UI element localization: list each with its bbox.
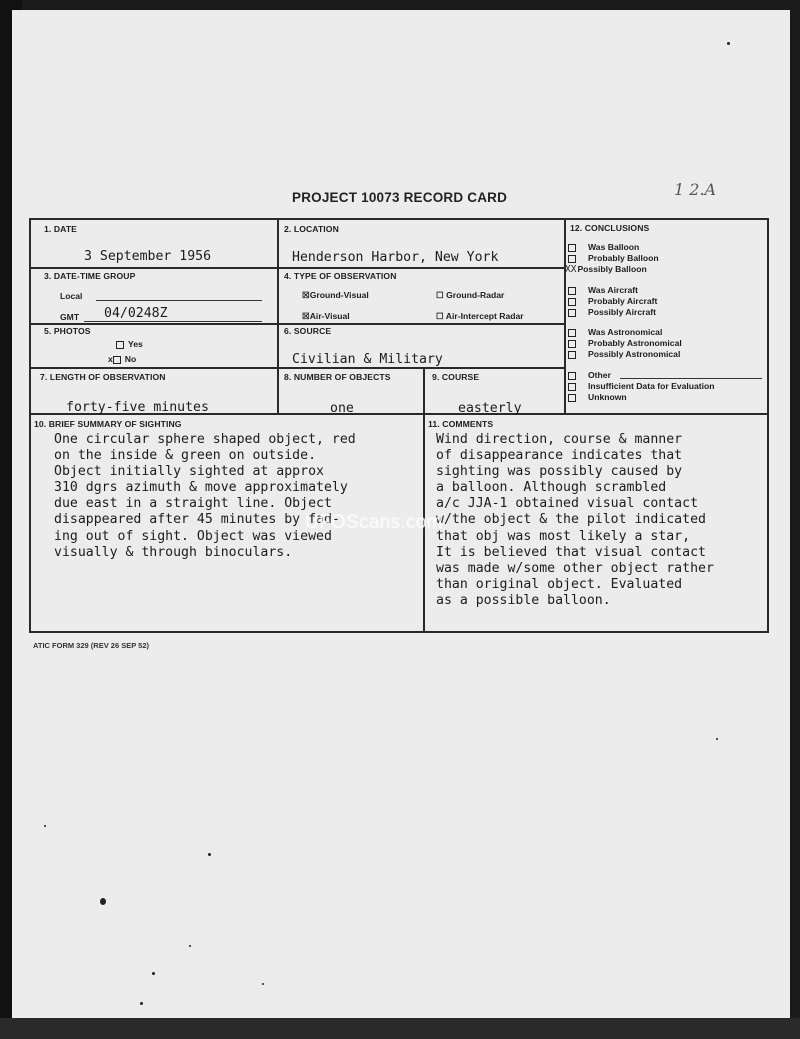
conclusion-label: Possibly Astronomical <box>588 349 681 359</box>
empty-box-icon <box>116 341 124 349</box>
divider <box>564 219 566 414</box>
checked-box-icon: ☒ <box>302 311 310 321</box>
observation-type-label: 4. TYPE OF OBSERVATION <box>284 271 397 281</box>
source-label: 6. SOURCE <box>284 326 332 336</box>
empty-box-icon <box>568 298 576 306</box>
scan-edge-bottom <box>0 1018 800 1039</box>
empty-box-icon: ☐ <box>436 311 444 321</box>
conclusions-label: 12. CONCLUSIONS <box>570 223 650 233</box>
conclusion-label: Probably Aircraft <box>588 296 658 306</box>
source-value: Civilian & Military <box>292 352 443 367</box>
number-of-objects-label: 8. NUMBER OF OBJECTS <box>284 372 391 382</box>
location-value: Henderson Harbor, New York <box>292 250 499 265</box>
empty-box-icon <box>568 309 576 317</box>
typed-x-mark: x <box>108 354 113 364</box>
empty-box-icon <box>568 329 576 337</box>
other-underline <box>620 378 762 379</box>
option-label: Ground-Visual <box>309 290 369 300</box>
scan-speck <box>140 1002 143 1005</box>
local-time-label: Local <box>60 291 83 301</box>
conclusion-label: Was Balloon <box>588 242 640 252</box>
conclusion-possibly-aircraft <box>568 307 656 317</box>
empty-box-icon <box>568 351 576 359</box>
conclusion-possibly-astronomical <box>568 349 680 359</box>
scan-speck <box>727 42 730 45</box>
photos-label: 5. PHOTOS <box>44 326 91 336</box>
number-of-objects-value: one <box>330 401 354 416</box>
summary-text: One circular sphere shaped object, red on the inside & green on outside. Object initially sighted at approx 310 dgrs azimuth & move approximately due east in a straight line. Object disappeared after 45 minutes by fad- ing out of sight. Object was viewed visually & through binoculars. <box>54 432 356 560</box>
divider <box>277 219 279 414</box>
date-time-group-label: 3. DATE-TIME GROUP <box>44 271 136 281</box>
date-value: 3 September 1956 <box>84 249 212 264</box>
empty-box-icon <box>568 394 576 402</box>
local-time-underline <box>96 300 262 301</box>
photos-no-option <box>108 354 136 364</box>
divider <box>30 367 564 369</box>
observation-option-ground-visual <box>302 290 369 301</box>
divider <box>30 267 564 269</box>
scan-speck <box>44 825 46 827</box>
conclusion-label: Was Astronomical <box>588 327 663 337</box>
observation-option-ground-radar <box>436 290 504 301</box>
conclusion-label: Possibly Balloon <box>577 264 647 274</box>
scan-speck <box>262 983 264 985</box>
conclusion-unknown <box>568 392 627 402</box>
conclusion-label: Insufficient Data for Evaluation <box>588 381 715 391</box>
empty-box-icon <box>568 255 576 263</box>
conclusion-other <box>568 370 611 380</box>
photos-yes-option <box>116 339 143 349</box>
gmt-label: GMT <box>60 312 80 322</box>
form-number: ATIC FORM 329 (REV 26 SEP 52) <box>33 641 150 650</box>
conclusion-was-balloon <box>568 242 639 252</box>
observation-option-air-visual <box>302 311 350 322</box>
divider <box>30 323 564 325</box>
typed-xx-mark: XX <box>565 264 577 275</box>
divider <box>423 367 425 415</box>
checked-box-icon: ☒ <box>302 290 310 300</box>
option-label: Ground-Radar <box>446 290 505 300</box>
empty-box-icon <box>568 383 576 391</box>
conclusion-label: Probably Astronomical <box>588 338 682 348</box>
length-label: 7. LENGTH OF OBSERVATION <box>40 372 166 382</box>
scan-speck <box>100 898 106 905</box>
empty-box-icon <box>568 372 576 380</box>
empty-box-icon <box>568 340 576 348</box>
length-value: forty-five minutes <box>66 400 209 415</box>
empty-box-icon <box>568 287 576 295</box>
observation-option-air-intercept-radar <box>436 311 524 322</box>
card-title: PROJECT 10073 RECORD CARD <box>292 190 508 205</box>
summary-label: 10. BRIEF SUMMARY OF SIGHTING <box>34 419 182 429</box>
conclusion-was-astronomical <box>568 327 662 337</box>
comments-label: 11. COMMENTS <box>428 419 494 429</box>
photos-yes-label: Yes <box>128 339 143 349</box>
course-value: easterly <box>458 401 522 416</box>
conclusion-probably-balloon <box>568 253 659 263</box>
location-label: 2. LOCATION <box>284 224 339 234</box>
conclusion-label: Other <box>588 370 611 380</box>
empty-box-icon: ☐ <box>436 290 444 300</box>
conclusion-label: Was Aircraft <box>588 285 638 295</box>
conclusion-label: Possibly Aircraft <box>588 307 656 317</box>
checked-box-icon <box>113 356 121 364</box>
comments-text: Wind direction, course & manner of disappearance indicates that sighting was possibly caused by a balloon. Although scrambled a/c JJA-1 obtained visual contact w/the object & the pilot indicated that obj was most likely a star, It is believed that visual contact was made w/some other object rather than original object. Evaluated as a possible balloon. <box>436 432 714 608</box>
conclusion-label: Unknown <box>588 392 627 402</box>
watermark: UFOScans.com <box>305 512 443 533</box>
photos-no-label: No <box>124 354 137 364</box>
option-label: Air-Visual <box>309 311 350 321</box>
conclusion-probably-astronomical <box>568 338 682 348</box>
scan-speck <box>208 853 211 856</box>
conclusion-probably-aircraft <box>568 296 657 306</box>
conclusion-possibly-balloon <box>565 264 647 275</box>
scan-speck <box>152 972 155 975</box>
empty-box-icon <box>568 244 576 252</box>
conclusion-label: Probably Balloon <box>588 253 659 263</box>
scan-speck <box>716 738 718 740</box>
course-label: 9. COURSE <box>432 372 480 382</box>
conclusion-insufficient-data <box>568 381 715 391</box>
gmt-underline <box>84 321 262 322</box>
scan-speck <box>189 945 191 947</box>
option-label: Air-Intercept Radar <box>445 311 524 321</box>
date-label: 1. DATE <box>44 224 78 234</box>
gmt-value: 04/0248Z <box>104 306 168 321</box>
handwritten-corner-mark: 1 2.A <box>674 180 717 199</box>
conclusion-was-aircraft <box>568 285 638 295</box>
